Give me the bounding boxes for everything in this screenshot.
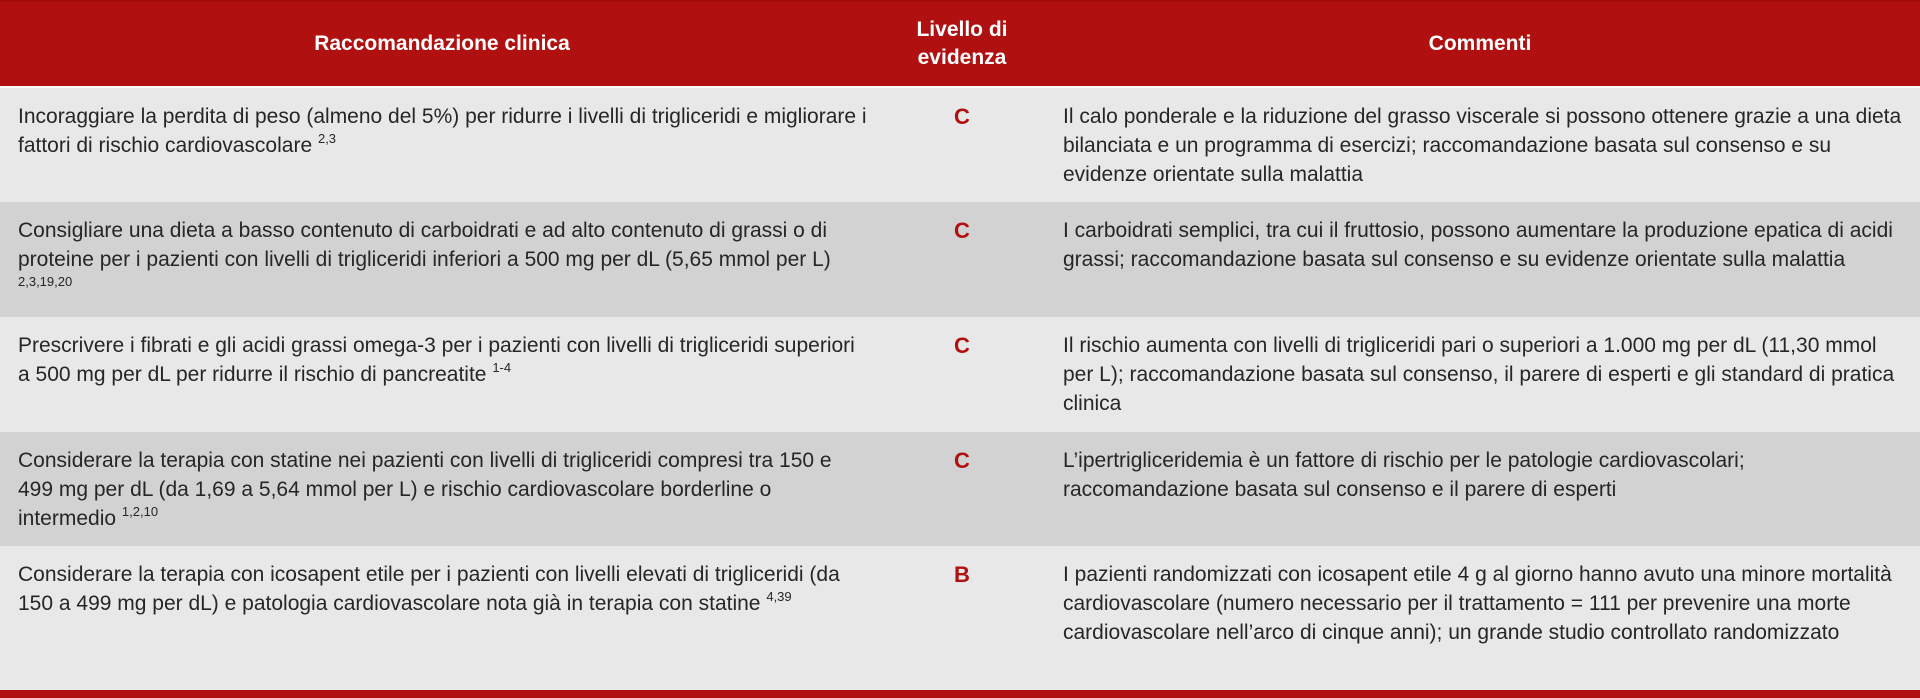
recommendation-cell: Consigliare una dieta a basso contenuto di carboidrati e ad alto contenuto di grassi o di proteine per i pazienti con livelli di trigliceridi inferiori a 500 mg per dL (5,65 mmol per L) $^{2,3,19,20}$ <box>18 219 831 289</box>
recommendation-cell: Considerare la terapia con icosapent etile per i pazienti con livelli elevati di trigliceridi (da 150 a 499 mg per dL) e patologia cardiovascolare nota già in terapia con statine $^{4,39}$ <box>18 563 840 615</box>
comment-cell: L’ipertrigliceridemia è un fattore di rischio per le patologie cardiovascolari; raccomandazione basata sul consenso e il parere di esperti <box>1063 449 1745 501</box>
evidence-level-cell: C <box>954 218 970 243</box>
table-row <box>0 317 1920 432</box>
reference-superscript: 4,39 <box>766 589 792 604</box>
table-row <box>0 432 1920 546</box>
evidence-level-cell: B <box>954 562 970 587</box>
header-recommendation: Raccomandazione clinica <box>314 32 570 55</box>
recommendation-cell: Considerare la terapia con statine nei pazienti con livelli di trigliceridi compresi tra 150 e 499 mg per dL (da 1,69 a 5,64 mmol per L) e rischio cardiovascolare borderline o intermedio $^{1,2,10}$ <box>18 449 832 530</box>
header-evidence-line2: evidenza <box>917 46 1007 69</box>
comment-cell: Il rischio aumenta con livelli di trigliceridi pari o superiori a 1.000 mg per dL (11,30 mmol per L); raccomandazione basata sul consenso, il parere di esperti e gli standard di pratica clinica <box>1063 334 1895 415</box>
reference-superscript: 1-4 <box>492 360 512 375</box>
reference-superscript: 2,3,19,20 <box>18 274 73 289</box>
table-header <box>0 2 1920 86</box>
evidence-level-cell: C <box>954 448 970 473</box>
header-evidence-line1: Livello di <box>916 18 1008 41</box>
recommendation-cell: Incoraggiare la perdita di peso (almeno del 5%) per ridurre i livelli di trigliceridi e migliorare i fattori di rischio cardiovascolare $^{2,3}$ <box>18 105 867 157</box>
header-evidence-level <box>884 2 1040 86</box>
reference-superscript: 2,3 <box>317 131 337 146</box>
evidence-level-cell: C <box>954 333 970 358</box>
table-bottom-border <box>0 690 1920 698</box>
header-comments: Commenti <box>1428 32 1532 55</box>
comment-cell: I carboidrati semplici, tra cui il fruttosio, possono aumentare la produzione epatica di acidi grassi; raccomandazione basata sul consenso e su evidenze orientate sulla malattia <box>1063 219 1893 271</box>
table-row <box>0 88 1920 202</box>
recommendation-cell: Prescrivere i fibrati e gli acidi grassi omega-3 per i pazienti con livelli di trigliceridi superiori a 500 mg per dL per ridurre il rischio di pancreatite $^{1-4}$ <box>18 334 855 386</box>
evidence-level-cell: C <box>954 104 970 129</box>
reference-superscript: 1,2,10 <box>121 504 159 519</box>
table-row <box>0 546 1920 690</box>
comment-cell: I pazienti randomizzati con icosapent etile 4 g al giorno hanno avuto una minore mortalità cardiovascolare (numero necessario per il trattamento = 111 per prevenire una morte cardiovascolare nell’arco di cinque anni); un grande studio controllato randomizzato <box>1063 563 1892 644</box>
table-row <box>0 202 1920 317</box>
comment-cell: Il calo ponderale e la riduzione del grasso viscerale si possono ottenere grazie a una dieta bilanciata e un programma di esercizi; raccomandazione basata sul consenso e su evidenze orientate sulla malattia <box>1063 105 1902 186</box>
